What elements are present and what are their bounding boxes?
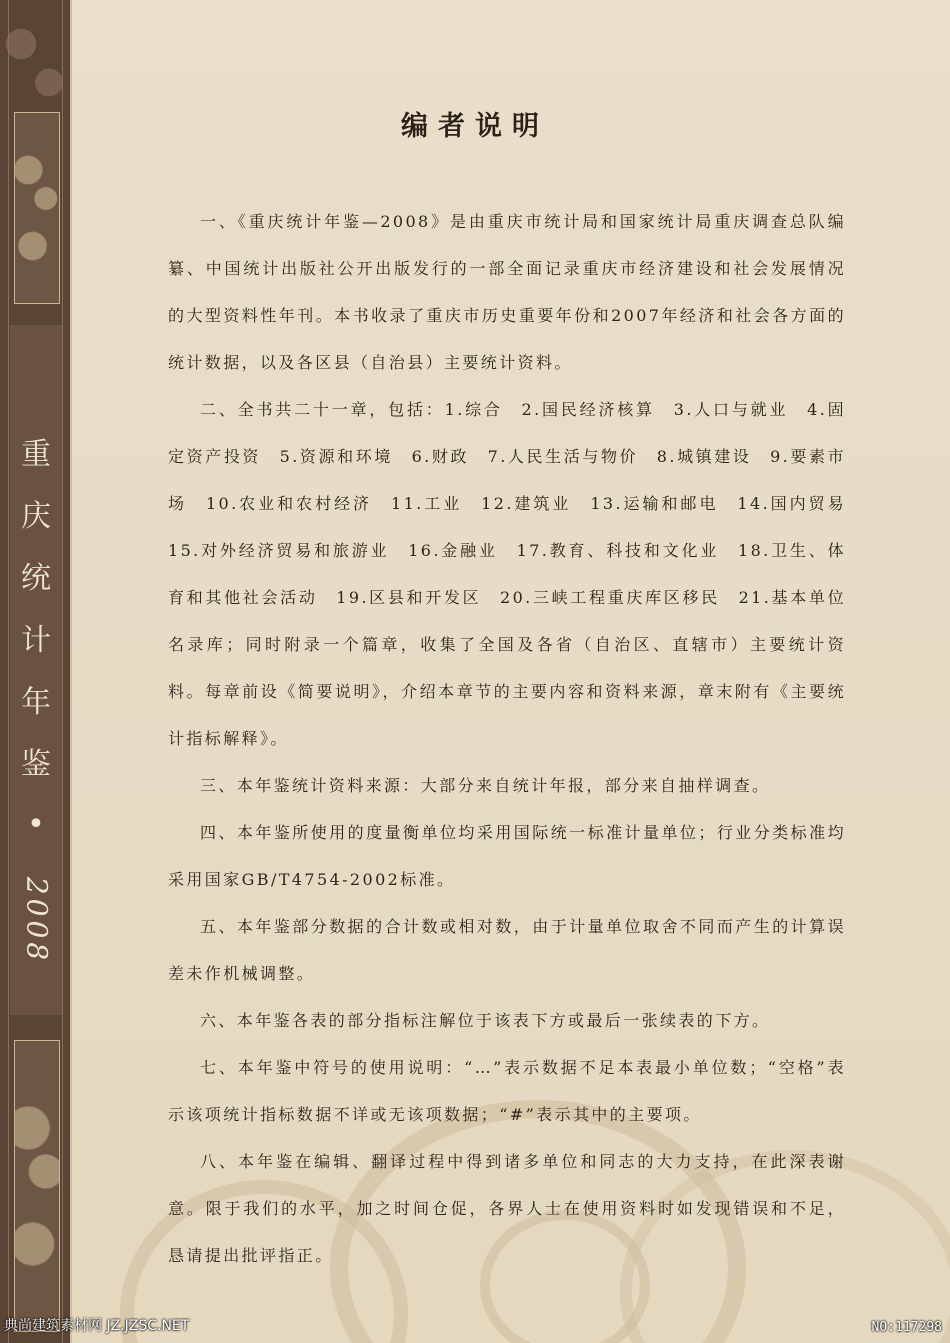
paragraph: 二、全书共二十一章，包括：1.综合 2.国民经济核算 3.人口与就业 4.固定资产投资 5.资源和环境 6.财政 7.人民生活与物价 8.城镇建设 9.要素市场 10.农业和农村经济 11.工业 12.建筑业 13.运输和邮电 14.国内贸易 15.对外经济贸易和旅游业 16.金融业 17.教育、科技和文化业 18.卫生、体育和其他社会活动 19.区县和开发区 20.三峡工程重庆库区移民 21.基本单位名录库；同时附录一个篇章，收集了全国及各省（自治区、直辖市）主要统计资料。每章前设《简要说明》，介绍本章节的主要内容和资料来源，章末附有《主要统计指标解释》。 [168,400,865,748]
band-char: 重 [21,437,51,472]
body-text [168,198,865,1279]
band-char: 统 [21,561,51,596]
paragraph: 八、本年鉴在编辑、翻译过程中得到诸多单位和同志的大力支持，在此深表谢意。限于我们的水平，加之时间仓促，各界人士在使用资料时如发现错误和不足，恳请提出批评指正。 [168,1152,846,1265]
paragraph: 一、《重庆统计年鉴—2008》是由重庆市统计局和国家统计局重庆调查总队编纂、中国统计出版社公开出版发行的一部全面记录重庆市经济建设和社会发展情况的大型资料性年刊。本书收录了重庆市历史重要年份和2007年经济和社会各方面的统计数据，以及各区县（自治县）主要统计资料。 [168,212,846,372]
paragraph: 三、本年鉴统计资料来源：大部分来自统计年报，部分来自抽样调查。 [200,776,771,795]
paragraph: 四、本年鉴所使用的度量衡单位均采用国际统一标准计量单位；行业分类标准均采用国家GB/T4754-2002标准。 [168,823,846,889]
band-char: 计 [21,623,51,658]
band-char: 鉴 [21,747,51,782]
band-char: 年 [21,685,51,720]
paragraph: 五、本年鉴部分数据的合计数或相对数，由于计量单位取舍不同而产生的计算误差未作机械调整。 [168,917,846,983]
cloud-pattern-panel [14,1040,60,1332]
page-title: 编者说明 [401,111,549,142]
watermark-site: 典尚建筑素材网 JZ.JZSC.NET [4,1318,190,1334]
band-rule [62,0,63,1343]
band-edge [70,0,72,1343]
paragraph: 七、本年鉴中符号的使用说明：“…”表示数据不足本表最小单位数；“空格”表示该项统计指标数据不详或无该项数据；“#”表示其中的主要项。 [168,1058,846,1124]
band-dot: • [27,807,45,842]
band-char: 庆 [21,499,51,534]
band-pattern-top [0,0,70,110]
paragraph: 六、本年鉴各表的部分指标注解位于该表下方或最后一张续表的下方。 [200,1011,771,1030]
band-rule [8,0,9,1343]
yearbook-year [22,860,52,980]
left-decorative-band [0,0,70,1343]
watermark-number: NO:117298 [871,1320,942,1335]
year-label: 2008 [20,876,54,965]
